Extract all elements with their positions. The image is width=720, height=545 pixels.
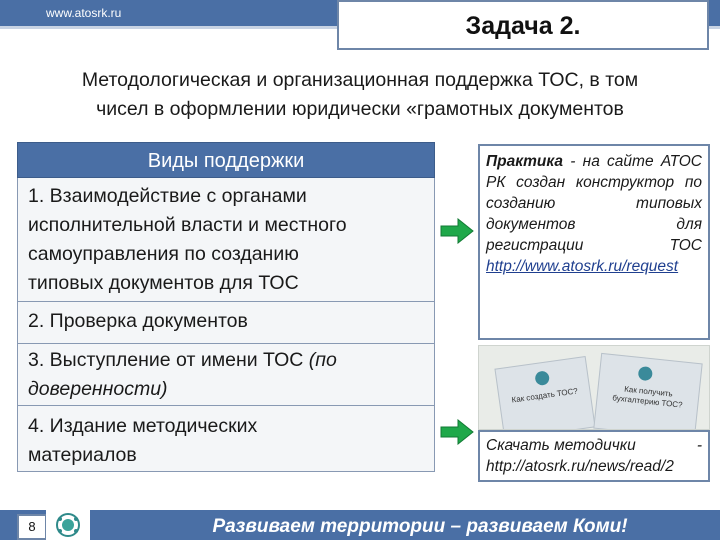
table-row: [17, 302, 435, 344]
title-box: [337, 0, 709, 50]
booklets-photo: [478, 345, 710, 430]
constructor-link[interactable]: http://www.atosrk.ru/request: [486, 258, 679, 275]
right-arrow-icon: [440, 419, 474, 445]
footer-logo: [46, 510, 90, 540]
row-3-italic: (по: [308, 349, 337, 371]
atos-logo-icon: [638, 366, 653, 381]
table-row: [17, 344, 435, 406]
table-row: [17, 178, 435, 302]
atos-logo-icon: [46, 510, 90, 540]
booklet-image: [593, 353, 702, 430]
subtitle-line-2: чисел в оформлении юридически «грамотных документов: [96, 98, 624, 120]
right-arrow-icon: [440, 218, 474, 244]
support-table: [17, 142, 435, 472]
row-3-plain: 3. Выступление от имени ТОС: [28, 349, 309, 371]
row-2-line-1: 2. Проверка документов: [28, 310, 248, 332]
download-text: Скачать методички: [486, 437, 636, 454]
row-4-line-2: материалов: [28, 444, 137, 466]
row-3-line-1: [28, 346, 424, 375]
practice-text: - на сайте АТОС РК создан конструктор по созданию типовых документов для регистрации ТОС: [486, 153, 702, 254]
subtitle: [12, 66, 708, 124]
practice-box: [478, 144, 710, 340]
subtitle-line-1: Методологическая и организационная поддержка ТОС, в том: [81, 69, 639, 91]
download-line: [486, 435, 702, 456]
row-1-line-4: типовых документов для ТОС: [28, 272, 299, 294]
booklet-image: [494, 356, 595, 430]
row-1-line-2: исполнительной власти и местного: [28, 214, 347, 236]
site-url[interactable]: www.atosrk.ru: [46, 6, 122, 20]
atos-logo-icon: [534, 370, 550, 386]
practice-label: Практика: [486, 153, 564, 170]
download-dash: -: [696, 437, 702, 454]
row-3-line-2: доверенности): [28, 378, 168, 400]
table-row: [17, 406, 435, 472]
footer-slogan: Развиваем территории – развиваем Коми!: [212, 516, 628, 537]
download-box: [478, 430, 710, 482]
booklet-title: Как создать ТОС?: [510, 386, 579, 405]
page-title: Задача 2.: [465, 12, 581, 40]
download-link[interactable]: http://atosrk.ru/news/read/2: [486, 458, 674, 475]
page-number: 8: [17, 514, 47, 540]
row-1-line-1: 1. Взаимодействие с органами: [28, 185, 307, 207]
row-1-line-3: самоуправления по созданию: [28, 243, 299, 265]
booklet-title: Как получить бухгалтерию ТОС?: [611, 384, 683, 410]
support-table-header: Виды поддержки: [17, 142, 435, 178]
row-4-line-1: 4. Издание методических: [28, 415, 258, 437]
